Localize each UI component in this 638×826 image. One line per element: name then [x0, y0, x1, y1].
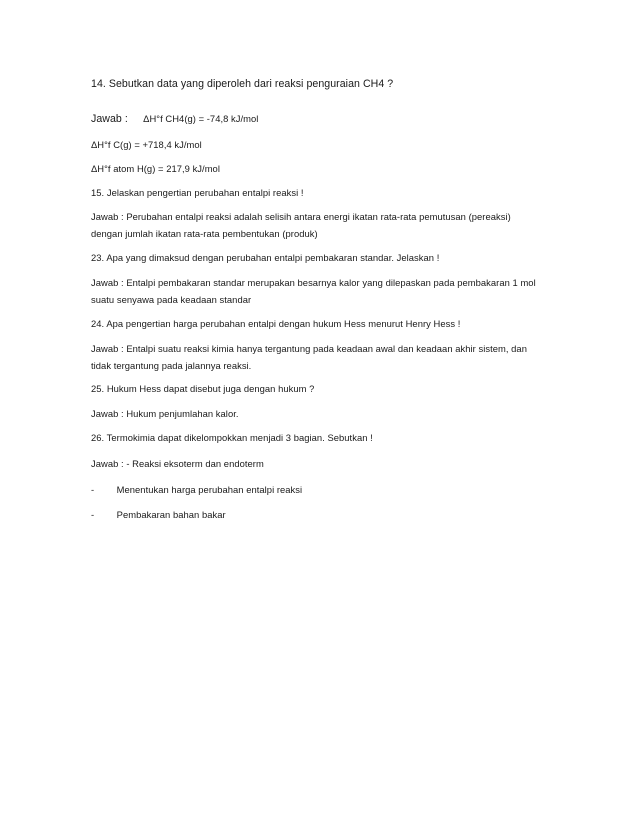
bullet-dash: - — [91, 509, 95, 520]
question-24: 24. Apa pengertian harga perubahan entalpi dengan hukum Hess menurut Henry Hess ! — [91, 318, 461, 329]
answer-25: Jawab : Hukum penjumlahan kalor. — [91, 408, 239, 419]
answer-23-line-1: Jawab : Entalpi pembakaran standar merupakan besarnya kalor yang dilepaskan pada pembakaran 1 mol — [91, 277, 536, 288]
answer-14-line-1 — [91, 113, 258, 125]
question-25: 25. Hukum Hess dapat disebut juga dengan hukum ? — [91, 383, 315, 394]
answer-14-value-1: ΔH°f CH4(g) = -74,8 kJ/mol — [143, 113, 259, 124]
bullet-text: Pembakaran bahan bakar — [116, 509, 226, 520]
answer-24-line-2: tidak tergantung pada jalannya reaksi. — [91, 360, 252, 371]
question-15: 15. Jelaskan pengertian perubahan entalpi reaksi ! — [91, 187, 304, 198]
answer-15-line-1: Jawab : Perubahan entalpi reaksi adalah selisih antara energi ikatan rata-rata pemutusan (pereaksi) — [91, 211, 511, 222]
answer-14-line-2: ΔH°f C(g) = +718,4 kJ/mol — [91, 139, 202, 150]
answer-15-line-2: dengan jumlah ikatan rata-rata pembentukan (produk) — [91, 228, 318, 239]
answer-26-bullet-2 — [91, 509, 226, 520]
question-23: 23. Apa yang dimaksud dengan perubahan entalpi pembakaran standar. Jelaskan ! — [91, 252, 440, 263]
answer-14-line-3: ΔH°f atom H(g) = 217,9 kJ/mol — [91, 163, 220, 174]
bullet-dash: - — [91, 484, 95, 495]
bullet-text: Menentukan harga perubahan entalpi reaksi — [116, 484, 303, 495]
answer-14-label: Jawab : — [91, 113, 128, 125]
question-26: 26. Termokimia dapat dikelompokkan menjadi 3 bagian. Sebutkan ! — [91, 432, 373, 443]
answer-23-line-2: suatu senyawa pada keadaan standar — [91, 294, 252, 305]
answer-26-lead: Jawab : - Reaksi eksoterm dan endoterm — [91, 458, 264, 469]
question-14: 14. Sebutkan data yang diperoleh dari reaksi penguraian CH4 ? — [91, 78, 394, 90]
answer-24-line-1: Jawab : Entalpi suatu reaksi kimia hanya tergantung pada keadaan awal dan keadaan akhir sistem, dan — [91, 343, 527, 354]
answer-26-bullet-1 — [91, 484, 302, 495]
